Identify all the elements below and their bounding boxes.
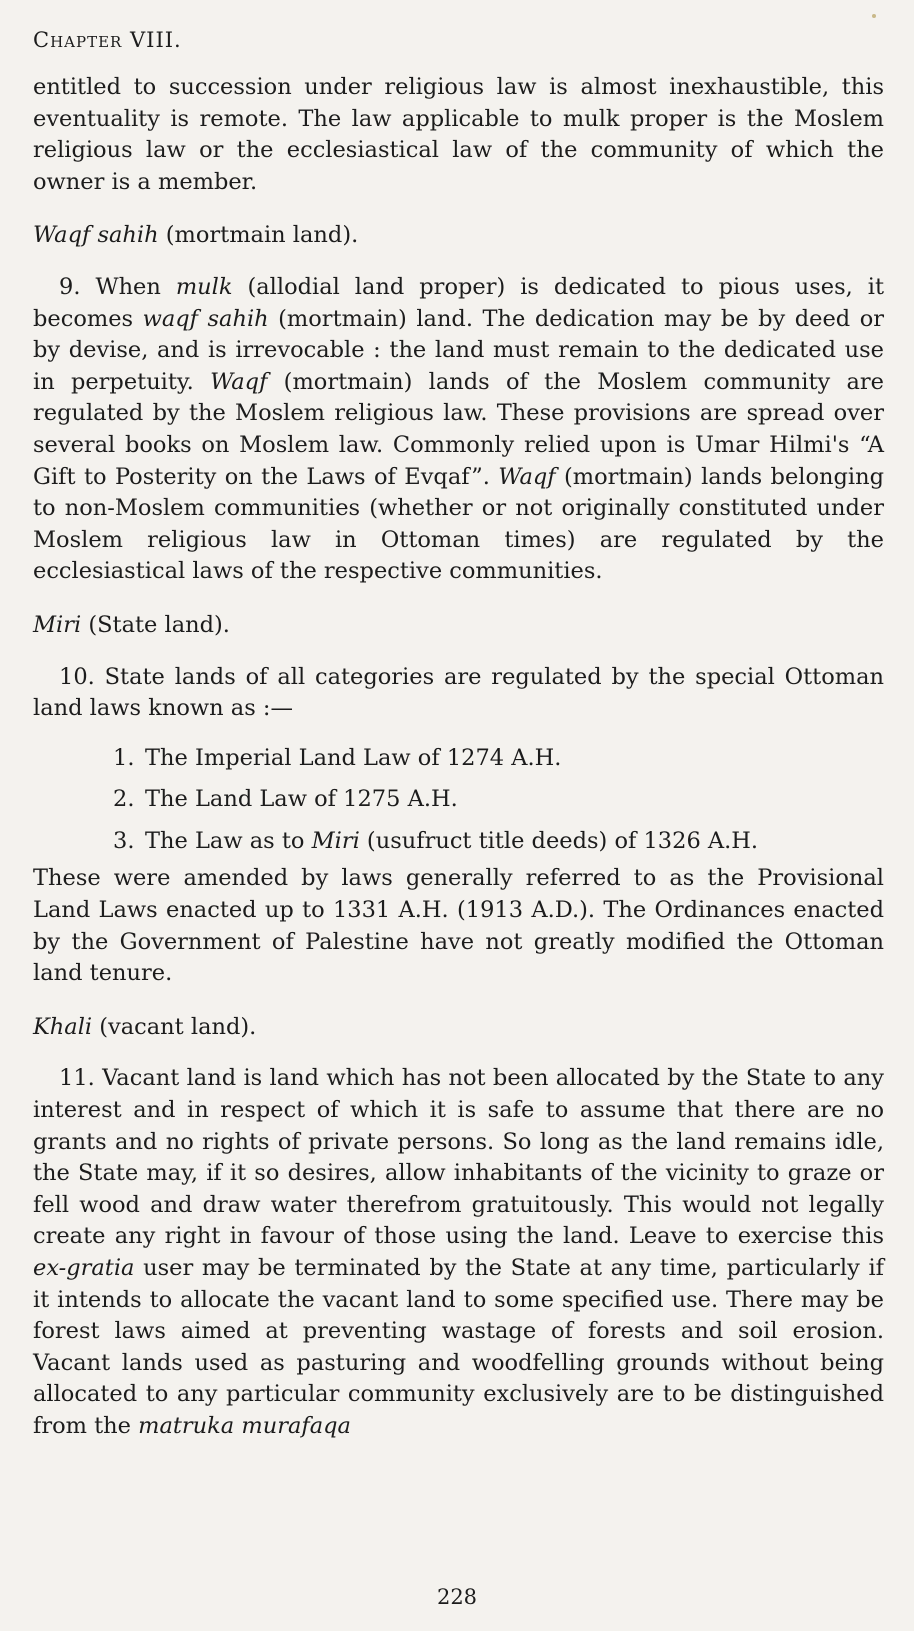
paragraph-9: 9. When mulk (allodial land proper) is dedicated to pious uses, it becomes waqf sahih (mortmain) land. The dedication may be by deed or by devise, and is irrevocable : the land must remain to the dedicated use in perpetuity. Waqf (mortmain) lands of the Moslem community are regulated by the Moslem religious law. These provisions are spread over several books on Moslem law. Commonly relied upon is Umar Hilmi's “A Gift to Posterity on the Laws of Evqaf”. Waqf (mortmain) lands belonging to non-Moslem communities (whether or not originally constituted under Moslem religious law in Ottoman times) are regulated by the ecclesiastical laws of the respective communities. bbox=[33, 273, 885, 585]
paragraph-10-continued: These were amended by laws generally referred to as the Provisional Land Laws enacted up to 1331 A.H. (1913 A.D.). The Ordinances enacted by the Government of Palestine have not greatly modified the Ottoman land tenure. bbox=[33, 865, 884, 987]
list-item: 1. The Imperial Land Law of 1274 A.H. bbox=[113, 744, 562, 771]
heading-khali: Khali (vacant land). bbox=[33, 1013, 257, 1040]
list-item: 3. The Law as to Miri (usufruct title deeds) of 1326 A.H. bbox=[113, 827, 759, 854]
running-head: Chapter VIII. bbox=[33, 28, 182, 52]
paragraph-10: 10. State lands of all categories are regulated by the special Ottoman land laws known as :— bbox=[33, 663, 884, 722]
heading-waqf-sahih: Waqf sahih (mortmain land). bbox=[33, 222, 359, 249]
list-item: 2. The Land Law of 1275 A.H. bbox=[113, 786, 458, 813]
page-number: 228 bbox=[436, 1585, 478, 1609]
land-law-list bbox=[33, 743, 884, 858]
paragraph-intro: entitled to succession under religious law is almost inexhaustible, this eventuality is remote. The law applicable to mulk proper is the Moslem religious law or the ecclesiastical law of the community of which the owner is a member. bbox=[33, 74, 884, 195]
heading-miri: Miri (State land). bbox=[33, 611, 230, 638]
ink-speck bbox=[872, 14, 876, 18]
paragraph-11: 11. Vacant land is land which has not been allocated by the State to any interest and in respect of which it is safe to assume that there are no grants and no rights of private persons. So long as the land remains idle, the State may, if it so desires, allow inhabitants of the vicinity to graze or fell wood and draw water therefrom gratuitously. This would not legally create any right in favour of those using the land. Leave to exercise this ex-gratia user may be terminated by the State at any time, particularly if it intends to allocate the vacant land to some specified use. There may be forest laws aimed at preventing wastage of forests and soil erosion. Vacant lands used as pasturing and woodfelling grounds without being allocated to any particular community exclusively are to be distinguished from the matruka murafaqa bbox=[33, 1065, 884, 1439]
